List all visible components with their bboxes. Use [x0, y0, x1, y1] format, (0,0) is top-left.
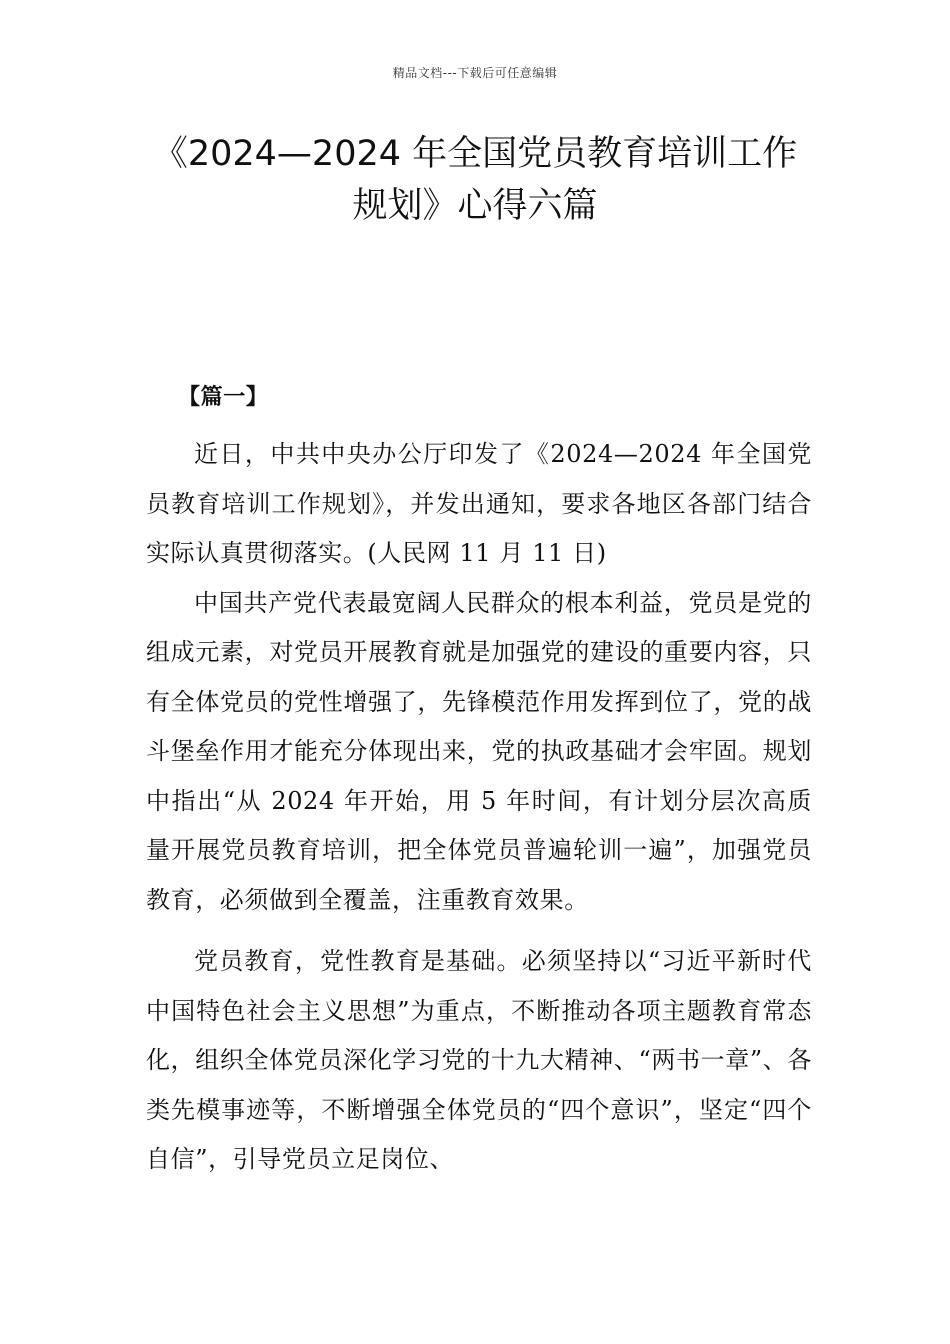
paragraph-1: 近日，中共中央办公厅印发了《2024—2024 年全国党员教育培训工作规划》，并发出通知，要求各地区各部门结合实际认真贯彻落实。(人民网 11 月 11 日) — [146, 440, 812, 567]
title-line-1: 《2024—2024 年全国党员教育培训工作 — [152, 134, 798, 174]
document-body — [146, 376, 812, 1185]
header-note: 精品文档---下载后可任意编辑 — [392, 66, 558, 80]
paragraph-2: 中国共产党代表最宽阔人民群众的根本利益，党员是党的组成元素，对党员开展教育就是加强党的建设的重要内容，只有全体党员的党性增强了，先锋模范作用发挥到位了，党的战斗堡垒作用才能充分体现出来，党的执政基础才会牢固。规划中指出“从 2024 年开始，用 5 年时间，有计划分层次高质量开展党员教育培训，把全体党员普遍轮训一遍”，加强党员教育，必须做到全覆盖，注重教育效果。 — [146, 588, 812, 914]
section-label: 【篇一】 — [178, 385, 269, 410]
paragraph-3: 党员教育，党性教育是基础。必须坚持以“习近平新时代中国特色社会主义思想”为重点，不断推动各项主题教育常态化，组织全体党员深化学习党的十九大精神、“两书一章”、各类先模事迹等，不断增强全体党员的“四个意识”，坚定“四个自信”，引导党员立足岗位、 — [146, 947, 812, 1173]
document-title — [110, 128, 840, 232]
title-line-2: 规划》心得六篇 — [352, 186, 598, 226]
